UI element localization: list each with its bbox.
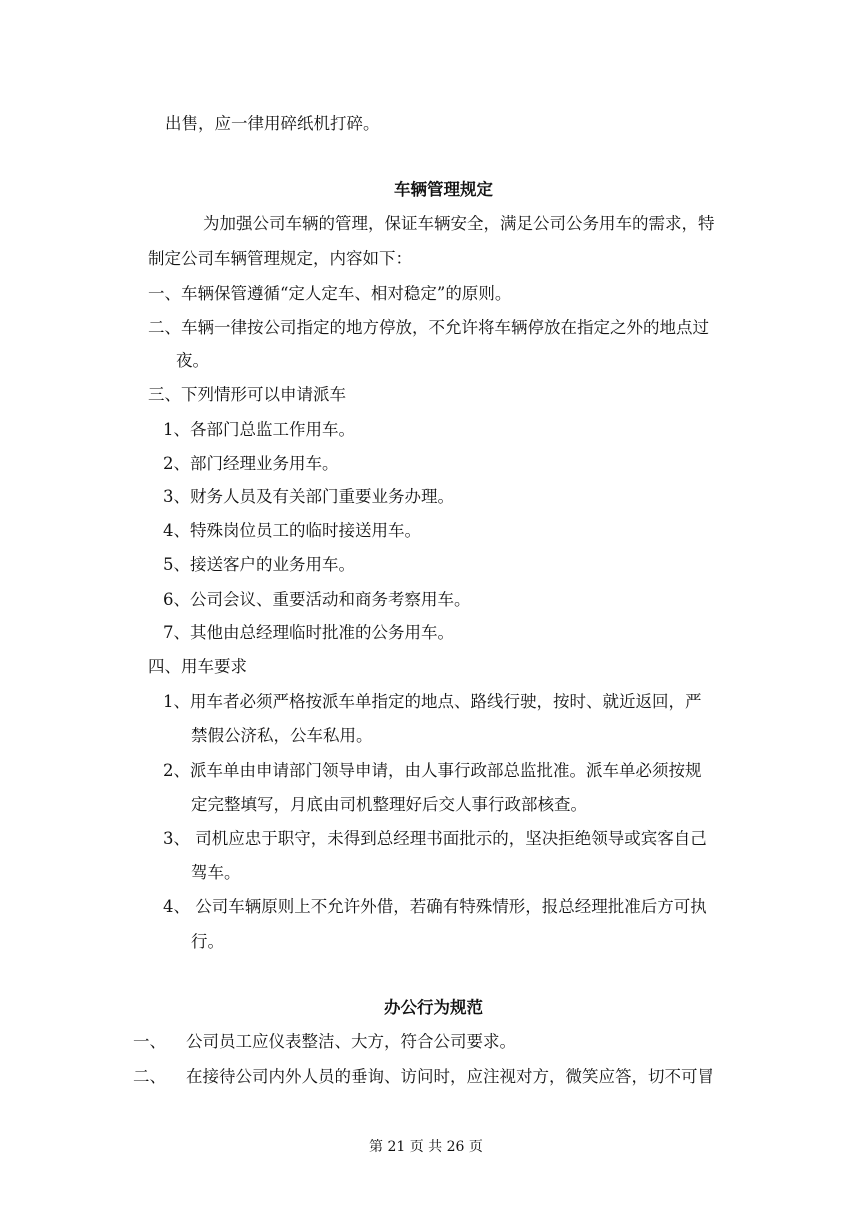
- list-item: 7、其他由总经理临时批准的公务用车。: [163, 623, 454, 642]
- list-item: 1、各部门总监工作用车。: [163, 420, 355, 439]
- text-line: 三、下列情形可以申请派车: [148, 385, 346, 404]
- list-number: 二、: [133, 1067, 166, 1086]
- list-item: 公司员工应仪表整洁、大方，符合公司要求。: [186, 1032, 516, 1051]
- text-line: 一、车辆保管遵循“定人定车、相对稳定”的原则。: [148, 284, 512, 303]
- list-item: 6、公司会议、重要活动和商务考察用车。: [163, 590, 471, 609]
- text-line: 夜。: [176, 351, 209, 370]
- section-title-vehicle: 车辆管理规定: [394, 180, 493, 199]
- text-line: 禁假公济私，公车私用。: [191, 726, 373, 745]
- list-item: 3、 司机应忠于职守，未得到总经理书面批示的，坚决拒绝领导或宾客自己: [163, 829, 707, 848]
- list-item: 4、特殊岗位员工的临时接送用车。: [163, 521, 421, 540]
- list-item: 2、部门经理业务用车。: [163, 454, 339, 473]
- text-line: 制定公司车辆管理规定，内容如下：: [148, 249, 412, 268]
- list-item: 4、 公司车辆原则上不允许外借，若确有特殊情形，报总经理批准后方可执: [163, 897, 707, 916]
- text-line: 四、用车要求: [148, 657, 247, 676]
- text-line: 为加强公司车辆的管理，保证车辆安全，满足公司公务用车的需求，特: [203, 214, 715, 233]
- text-line: 出售，应一律用碎纸机打碎。: [165, 114, 380, 133]
- list-item: 2、派车单由申请部门领导申请，由人事行政部总监批准。派车单必须按规: [163, 761, 702, 780]
- text-line: 定完整填写，月底由司机整理好后交人事行政部核查。: [191, 795, 587, 814]
- list-number: 一、: [133, 1032, 166, 1051]
- list-item: 5、接送客户的业务用车。: [163, 555, 355, 574]
- list-item: 3、财务人员及有关部门重要业务办理。: [163, 487, 454, 506]
- list-item: 在接待公司内外人员的垂询、访问时，应注视对方，微笑应答，切不可冒: [186, 1067, 714, 1086]
- page-number-footer: 第 21 页 共 26 页: [369, 1139, 483, 1155]
- list-item: 1、用车者必须严格按派车单指定的地点、路线行驶，按时、就近返回，严: [163, 692, 702, 711]
- section-title-office: 办公行为规范: [384, 998, 483, 1017]
- text-line: 行。: [191, 932, 224, 951]
- text-line: 二、车辆一律按公司指定的地方停放，不允许将车辆停放在指定之外的地点过: [148, 318, 709, 337]
- text-line: 驾车。: [191, 863, 241, 882]
